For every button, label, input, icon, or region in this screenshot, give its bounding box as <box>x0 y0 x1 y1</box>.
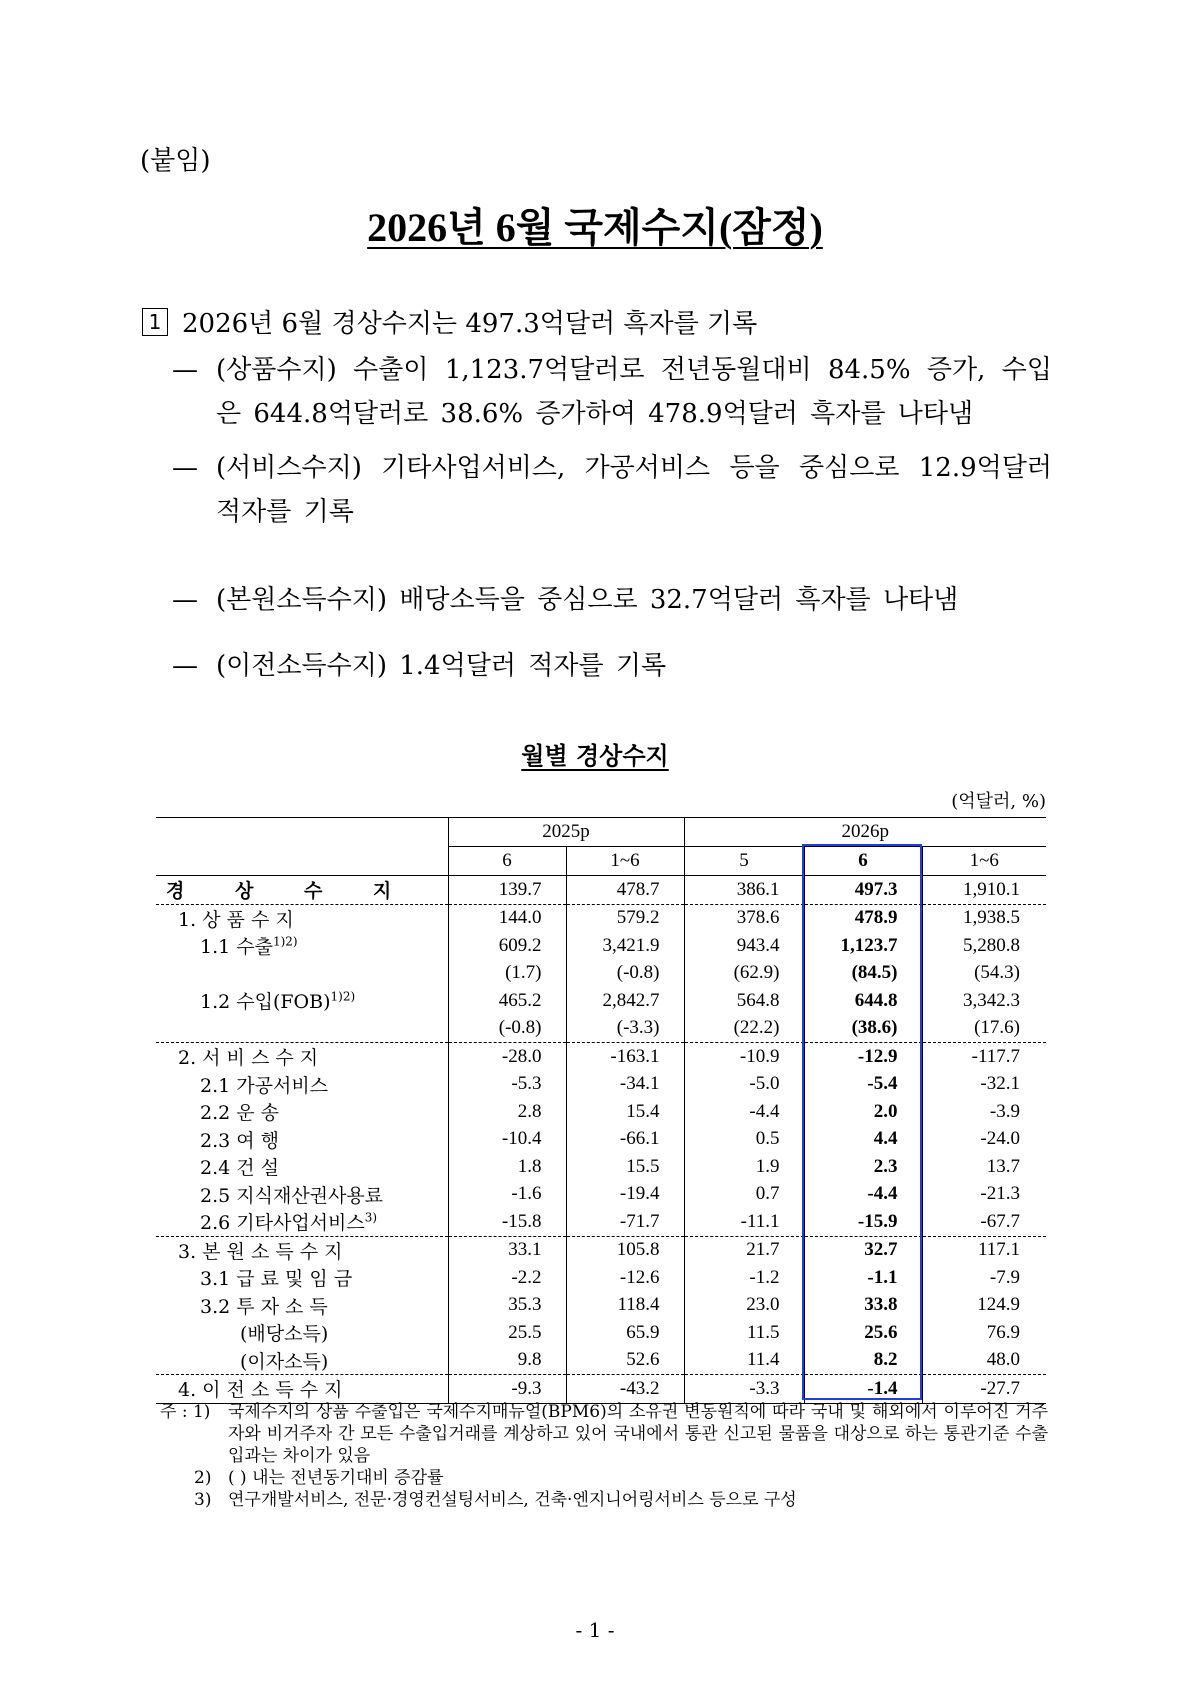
table-cell: -15.8 <box>448 1208 566 1236</box>
table-row <box>156 1043 1046 1071</box>
table-cell: 3,421.9 <box>566 932 684 960</box>
table-cell: -1.4 <box>804 1375 922 1404</box>
table-cell: 465.2 <box>448 987 566 1015</box>
dash-marker: — <box>172 585 198 615</box>
section-number-box: 1 <box>142 308 168 336</box>
table-cell: -43.2 <box>566 1375 684 1404</box>
table-row <box>156 1292 1046 1320</box>
table-cell: -11.1 <box>684 1208 804 1236</box>
bullet-text: (본원소득수지) 배당소득을 중심으로 32.7억달러 흑자를 나타냄 <box>216 585 959 615</box>
table-cell: -71.7 <box>566 1208 684 1236</box>
headline-text: 2026년 6월 경상수지는 497.3억달러 흑자를 기록 <box>182 309 758 339</box>
table-cell: (-0.8) <box>566 960 684 988</box>
table-cell: 13.7 <box>922 1153 1046 1181</box>
footnote-2: 2) ( ) 내는 전년동기대비 증감률 <box>194 1468 444 1488</box>
table-row <box>156 987 1046 1015</box>
table-cell: 386.1 <box>684 876 804 905</box>
document-title: 2026년 6월 국제수지(잠정) <box>367 205 823 250</box>
table-cell: (-0.8) <box>448 1015 566 1043</box>
table-row <box>156 1208 1046 1236</box>
row-label: (배당소득) <box>240 1323 329 1346</box>
table-row <box>156 1098 1046 1126</box>
row-label <box>156 1015 448 1043</box>
table-cell: 378.6 <box>684 904 804 932</box>
table-cell: 4.4 <box>804 1126 922 1154</box>
table-cell: -3.9 <box>922 1098 1046 1126</box>
table-cell: 0.5 <box>684 1126 804 1154</box>
table-cell: (22.2) <box>684 1015 804 1043</box>
table-cell: 564.8 <box>684 987 804 1015</box>
table-cell: (17.6) <box>922 1015 1046 1043</box>
table-cell: 0.7 <box>684 1181 804 1209</box>
row-label: (이자소득) <box>240 1350 329 1373</box>
table-cell: 1.9 <box>684 1153 804 1181</box>
table-cell: 52.6 <box>566 1347 684 1375</box>
table-cell: 478.7 <box>566 876 684 905</box>
table-cell: 15.5 <box>566 1153 684 1181</box>
table-cell: 1,938.5 <box>922 904 1046 932</box>
table-row <box>156 1347 1046 1375</box>
table-cell: -10.9 <box>684 1043 804 1071</box>
footnotes <box>160 1401 1048 1511</box>
row-label: 2.5 지식재산권사용료 <box>200 1184 384 1207</box>
table-cell: 76.9 <box>922 1319 1046 1347</box>
row-label <box>156 960 448 988</box>
table-cell: 579.2 <box>566 904 684 932</box>
table-row <box>156 960 1046 988</box>
table-cell: 15.4 <box>566 1098 684 1126</box>
month-header-row <box>156 847 1046 876</box>
table-row <box>156 1181 1046 1209</box>
month-header: 6 <box>448 847 566 876</box>
table-row <box>156 876 1046 905</box>
table-row <box>156 1153 1046 1181</box>
table-cell: (62.9) <box>684 960 804 988</box>
table-cell: 35.3 <box>448 1292 566 1320</box>
table-row <box>156 1071 1046 1099</box>
table-cell: 25.5 <box>448 1319 566 1347</box>
month-header: 6 <box>804 847 922 876</box>
table-cell: 144.0 <box>448 904 566 932</box>
table-cell: 117.1 <box>922 1236 1046 1264</box>
dash-marker: — <box>172 651 198 681</box>
table-cell: 48.0 <box>922 1347 1046 1375</box>
blank-header-cell <box>156 818 448 847</box>
row-label: 3.2 투 자 소 득 <box>200 1295 328 1318</box>
table-cell: -12.9 <box>804 1043 922 1071</box>
bullet-primary-income <box>172 578 1052 622</box>
table-cell: (-3.3) <box>566 1015 684 1043</box>
table-title: 월별 경상수지 <box>521 741 669 770</box>
row-label: 2.2 운 송 <box>200 1102 280 1125</box>
table-cell: 2.8 <box>448 1098 566 1126</box>
table-cell: 5,280.8 <box>922 932 1046 960</box>
table-cell: -19.4 <box>566 1181 684 1209</box>
footnote-ref: 3) <box>364 1210 378 1225</box>
page-number: - 1 - <box>575 1618 615 1642</box>
table-cell: (38.6) <box>804 1015 922 1043</box>
table-cell: -3.3 <box>684 1375 804 1404</box>
table-cell: 1,123.7 <box>804 932 922 960</box>
table-cell: -9.3 <box>448 1375 566 1404</box>
table-cell: 8.2 <box>804 1347 922 1375</box>
table-cell: 644.8 <box>804 987 922 1015</box>
row-label: 2.1 가공서비스 <box>200 1074 329 1097</box>
table-cell: -2.2 <box>448 1264 566 1292</box>
table-cell: -5.3 <box>448 1071 566 1099</box>
table-cell: -21.3 <box>922 1181 1046 1209</box>
bullet-text: (서비스수지) 기타사업서비스, 가공서비스 등을 중심으로 12.9억달러 적자를 기록 <box>216 453 1052 527</box>
bullet-secondary-income <box>172 644 1052 688</box>
table-cell: 25.6 <box>804 1319 922 1347</box>
table-cell: 943.4 <box>684 932 804 960</box>
table-cell: -10.4 <box>448 1126 566 1154</box>
footnote-1: 주 : 1) 국제수지의 상품 수출입은 국제수지매뉴얼(BPM6)의 소유권 변동원칙에 따라 국내 및 해외에서 이루어진 거주자와 비거주자 간 모든 수출입거래를 계상하고 있어 국내에서 통관 신고된 물품을 대상으로 하는 통관기준 수출입과는 차이가 있음 <box>160 1402 1048 1466</box>
row-label: 2.4 건 설 <box>200 1157 280 1180</box>
table-cell: 23.0 <box>684 1292 804 1320</box>
table-cell: 478.9 <box>804 904 922 932</box>
table-cell: -1.6 <box>448 1181 566 1209</box>
table-cell: -66.1 <box>566 1126 684 1154</box>
month-header: 5 <box>684 847 804 876</box>
table-cell: -5.4 <box>804 1071 922 1099</box>
table-cell: 11.5 <box>684 1319 804 1347</box>
row-label: 1. 상 품 수 지 <box>156 904 448 932</box>
table-row <box>156 1319 1046 1347</box>
table-cell: 65.9 <box>566 1319 684 1347</box>
table-cell: 21.7 <box>684 1236 804 1264</box>
row-label: 2. 서 비 스 수 지 <box>156 1043 448 1071</box>
table-cell: 2.3 <box>804 1153 922 1181</box>
table-cell: (84.5) <box>804 960 922 988</box>
row-label: 경 상 수 지 <box>156 876 448 905</box>
table-cell: 33.1 <box>448 1236 566 1264</box>
month-header: 1~6 <box>566 847 684 876</box>
row-label: 2.6 기타사업서비스$^{3)}$ <box>200 1210 378 1235</box>
current-account-table <box>156 817 1046 1404</box>
table-cell: -1.1 <box>804 1264 922 1292</box>
table-cell: -1.2 <box>684 1264 804 1292</box>
table-cell: -28.0 <box>448 1043 566 1071</box>
table-cell: 9.8 <box>448 1347 566 1375</box>
bullet-text: (상품수지) 수출이 1,123.7억달러로 전년동월대비 84.5% 증가, 수입은 644.8억달러로 38.6% 증가하여 478.9억달러 흑자를 나타냄 <box>216 355 1052 429</box>
row-label: 1.2 수입(FOB)$^{1)2)}$ <box>200 989 356 1014</box>
table-cell: 32.7 <box>804 1236 922 1264</box>
table-cell: -163.1 <box>566 1043 684 1071</box>
table-cell: 2.0 <box>804 1098 922 1126</box>
table-cell: (54.3) <box>922 960 1046 988</box>
table-cell: 33.8 <box>804 1292 922 1320</box>
table-row <box>156 1236 1046 1264</box>
table-cell: -12.6 <box>566 1264 684 1292</box>
year-header-row <box>156 818 1046 847</box>
bullet-services <box>172 446 1052 534</box>
table-cell: 105.8 <box>566 1236 684 1264</box>
table-cell: (1.7) <box>448 960 566 988</box>
table-cell: 11.4 <box>684 1347 804 1375</box>
footnote-3: 3) 연구개발서비스, 전문·경영컨설팅서비스, 건축·엔지니어링서비스 등으로 구성 <box>194 1490 797 1510</box>
table-row <box>156 932 1046 960</box>
table-cell: -117.7 <box>922 1043 1046 1071</box>
footnote-ref: 1)2) <box>272 934 298 949</box>
table-row <box>156 1264 1046 1292</box>
table-row <box>156 1375 1046 1404</box>
row-label: 3. 본 원 소 득 수 지 <box>156 1236 448 1264</box>
table-cell: -4.4 <box>804 1181 922 1209</box>
blank-header-cell <box>156 847 448 876</box>
table-row <box>156 1015 1046 1043</box>
table-cell: -67.7 <box>922 1208 1046 1236</box>
year-header-2026: 2026p <box>684 818 1046 847</box>
table-row <box>156 1126 1046 1154</box>
table-cell: -34.1 <box>566 1071 684 1099</box>
table-cell: 609.2 <box>448 932 566 960</box>
table-row <box>156 904 1046 932</box>
table-unit: (억달러, %) <box>951 791 1046 812</box>
table-cell: -32.1 <box>922 1071 1046 1099</box>
table-cell: -15.9 <box>804 1208 922 1236</box>
dash-marker: — <box>172 453 198 483</box>
headline <box>142 303 757 340</box>
table-cell: 124.9 <box>922 1292 1046 1320</box>
attachment-label: (붙임) <box>140 146 211 176</box>
month-header: 1~6 <box>922 847 1046 876</box>
bullet-text: (이전소득수지) 1.4억달러 적자를 기록 <box>216 651 667 681</box>
table-cell: -27.7 <box>922 1375 1046 1404</box>
table-cell: 1.8 <box>448 1153 566 1181</box>
table-cell: 118.4 <box>566 1292 684 1320</box>
row-label: 2.3 여 행 <box>200 1129 280 1152</box>
table-cell: 139.7 <box>448 876 566 905</box>
table-cell: 1,910.1 <box>922 876 1046 905</box>
table-cell: 497.3 <box>804 876 922 905</box>
bullet-goods <box>172 348 1052 436</box>
table-cell: -5.0 <box>684 1071 804 1099</box>
footnote-ref: 1)2) <box>330 989 356 1004</box>
dash-marker: — <box>172 355 198 385</box>
table-cell: -7.9 <box>922 1264 1046 1292</box>
table-cell: -4.4 <box>684 1098 804 1126</box>
year-header-2025: 2025p <box>448 818 684 847</box>
row-label: 4. 이 전 소 득 수 지 <box>156 1375 448 1404</box>
table-cell: -24.0 <box>922 1126 1046 1154</box>
row-label: 3.1 급 료 및 임 금 <box>200 1268 353 1291</box>
table-cell: 3,342.3 <box>922 987 1046 1015</box>
row-label: 1.1 수출$^{1)2)}$ <box>200 934 298 959</box>
table-cell: 2,842.7 <box>566 987 684 1015</box>
